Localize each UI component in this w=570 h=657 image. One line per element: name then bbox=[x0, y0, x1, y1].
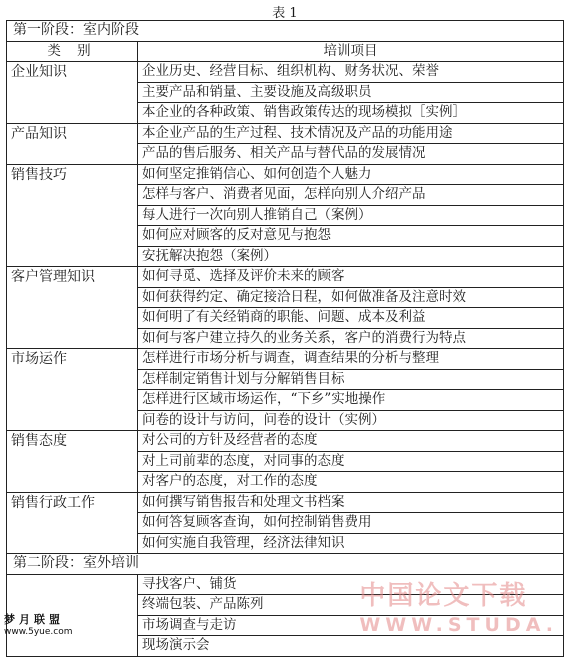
category-cell: 产品知识 bbox=[7, 123, 138, 164]
watermark-cn: 中国论文下载 bbox=[359, 581, 528, 611]
table-row bbox=[7, 123, 564, 144]
category-cell: 客户管理知识 bbox=[7, 267, 138, 349]
category-cell: 销售态度 bbox=[7, 431, 138, 493]
watermark-en: WWW.STUDA. bbox=[359, 614, 558, 636]
training-item-cell: 对公司的方针及经营者的态度 bbox=[138, 431, 564, 452]
table-row bbox=[7, 492, 564, 513]
training-item-cell: 终端包装、产品陈列 bbox=[138, 595, 564, 616]
training-item-cell: 怎样制定销售计划与分解销售目标 bbox=[138, 369, 564, 390]
training-table bbox=[6, 20, 564, 657]
category-cell: 销售技巧 bbox=[7, 164, 138, 267]
header-category: 类 别 bbox=[7, 41, 138, 62]
training-item-cell: 对上司前辈的态度，对同事的态度 bbox=[138, 451, 564, 472]
training-item-cell: 寻找客户、铺货 bbox=[138, 574, 564, 595]
training-item-cell: 产品的售后服务、相关产品与替代品的发展情况 bbox=[138, 144, 564, 165]
training-item-cell: 现场演示会 bbox=[138, 636, 564, 657]
table-row bbox=[7, 267, 564, 288]
stage-one-title-row bbox=[7, 21, 564, 42]
table-row bbox=[7, 431, 564, 452]
table-caption: 表 1 bbox=[272, 6, 298, 21]
header-items: 培训项目 bbox=[138, 41, 564, 62]
training-item-cell: 对客户的态度，对工作的态度 bbox=[138, 472, 564, 493]
training-item-cell: 问卷的设计与访问，问卷的设计（实例） bbox=[138, 410, 564, 431]
training-item-cell: 企业历史、经营目标、组织机构、财务状况、荣誉 bbox=[138, 62, 564, 83]
training-item-cell: 如何撰写销售报告和处理文书档案 bbox=[138, 492, 564, 513]
training-item-cell: 如何答复顾客查询，如何控制销售费用 bbox=[138, 513, 564, 534]
training-item-cell: 每人进行一次向别人推销自己（案例） bbox=[138, 205, 564, 226]
logo-cn: 梦月联盟 bbox=[4, 613, 64, 626]
category-cell: 市场运作 bbox=[7, 349, 138, 431]
category-cell: 销售行政工作 bbox=[7, 492, 138, 554]
table-row bbox=[7, 164, 564, 185]
training-table-body bbox=[7, 21, 564, 657]
table-row bbox=[7, 349, 564, 370]
training-item-cell: 如何寻觅、选择及评价未来的顾客 bbox=[138, 267, 564, 288]
training-item-cell: 安抚解决抱怨（案例） bbox=[138, 246, 564, 267]
stage-two-title-row bbox=[7, 554, 564, 575]
watermark bbox=[359, 575, 558, 636]
stage-one-title: 第一阶段：室内阶段 bbox=[7, 21, 564, 42]
training-item-cell: 本企业产品的生产过程、技术情况及产品的功能用途 bbox=[138, 123, 564, 144]
training-item-cell: 主要产品和销量、主要设施及高级职员 bbox=[138, 82, 564, 103]
category-cell: 企业知识 bbox=[7, 62, 138, 124]
table-row bbox=[7, 62, 564, 83]
training-item-cell: 如何获得约定、确定接洽日程，如何做准备及注意时效 bbox=[138, 287, 564, 308]
training-item-cell: 本企业的各种政策、销售政策传达的现场模拟［实例］ bbox=[138, 103, 564, 124]
training-item-cell: 如何实施自我管理，经济法律知识 bbox=[138, 533, 564, 554]
training-item-cell: 如何明了有关经销商的职能、问题、成本及利益 bbox=[138, 308, 564, 329]
logo-en: www.5yue.com bbox=[4, 627, 73, 637]
training-item-cell: 市场调查与走访 bbox=[138, 615, 564, 636]
training-item-cell: 如何应对顾客的反对意见与抱怨 bbox=[138, 226, 564, 247]
training-item-cell: 怎样进行市场分析与调查，调查结果的分析与整理 bbox=[138, 349, 564, 370]
training-item-cell: 如何坚定推销信心、如何创造个人魅力 bbox=[138, 164, 564, 185]
header-row bbox=[7, 41, 564, 62]
training-item-cell: 如何与客户建立持久的业务关系，客户的消费行为特点 bbox=[138, 328, 564, 349]
training-item-cell: 怎样进行区域市场运作，“下乡”实地操作 bbox=[138, 390, 564, 411]
site-logo bbox=[4, 611, 73, 637]
training-item-cell: 怎样与客户、消费者见面，怎样向别人介绍产品 bbox=[138, 185, 564, 206]
stage-two-title: 第二阶段：室外培训 bbox=[7, 554, 564, 575]
